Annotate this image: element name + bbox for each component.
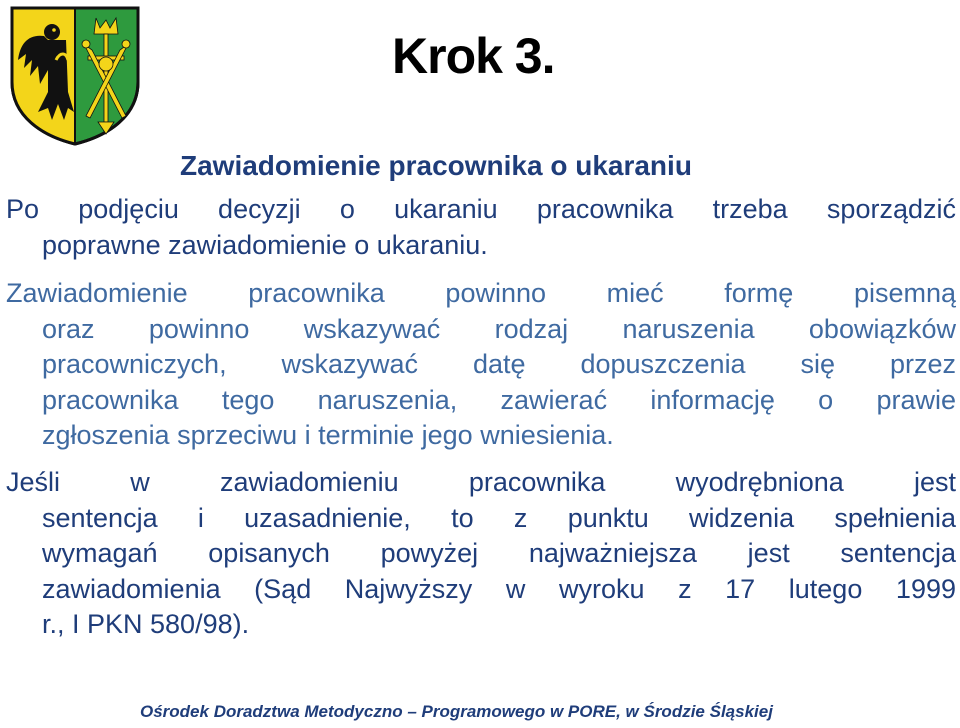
paragraph-line: wymagań opisanych powyżej najważniejsza jest sentencja [42,538,956,568]
coat-of-arms-icon [8,4,142,146]
slide-subtitle: Zawiadomienie pracownika o ukaraniu [180,150,692,181]
paragraph-line: oraz powinno wskazywać rodzaj naruszenia obowiązków [42,313,956,344]
slide-title: Krok 3. [392,28,555,84]
paragraph-line: zgłoszenia sprzeciwu i terminie jego wniesienia. [42,420,614,450]
paragraph-line: pracowniczych, wskazywać datę dopuszczenia się przez [42,349,956,379]
paragraph-line: Zawiadomienie pracownika powinno mieć formę pisemną [6,278,956,308]
paragraph-requirements [6,276,956,454]
paragraph-line: sentencja i uzasadnienie, to z punktu widzenia spełnienia [42,502,956,533]
footer-institution: Ośrodek Doradztwa Metodyczno – Programowego w PORE, w Środzie Śląskiej [140,702,773,721]
paragraph-line: poprawne zawiadomienie o ukaraniu. [42,229,488,260]
paragraph-line: Po podjęciu decyzji o ukaraniu pracownika trzeba sporządzić [6,194,956,224]
paragraph-court-ruling [6,465,956,643]
paragraph-line: Jeśli w zawiadomieniu pracownika wyodrębniona jest [6,467,956,497]
paragraph-line: pracownika tego naruszenia, zawierać informację o prawie [42,384,956,415]
paragraph-intro [6,192,956,263]
paragraph-line: zawiadomienia (Sąd Najwyższy w wyroku z 17 lutego 1999 [42,573,956,604]
paragraph-line: r., I PKN 580/98). [42,609,250,639]
